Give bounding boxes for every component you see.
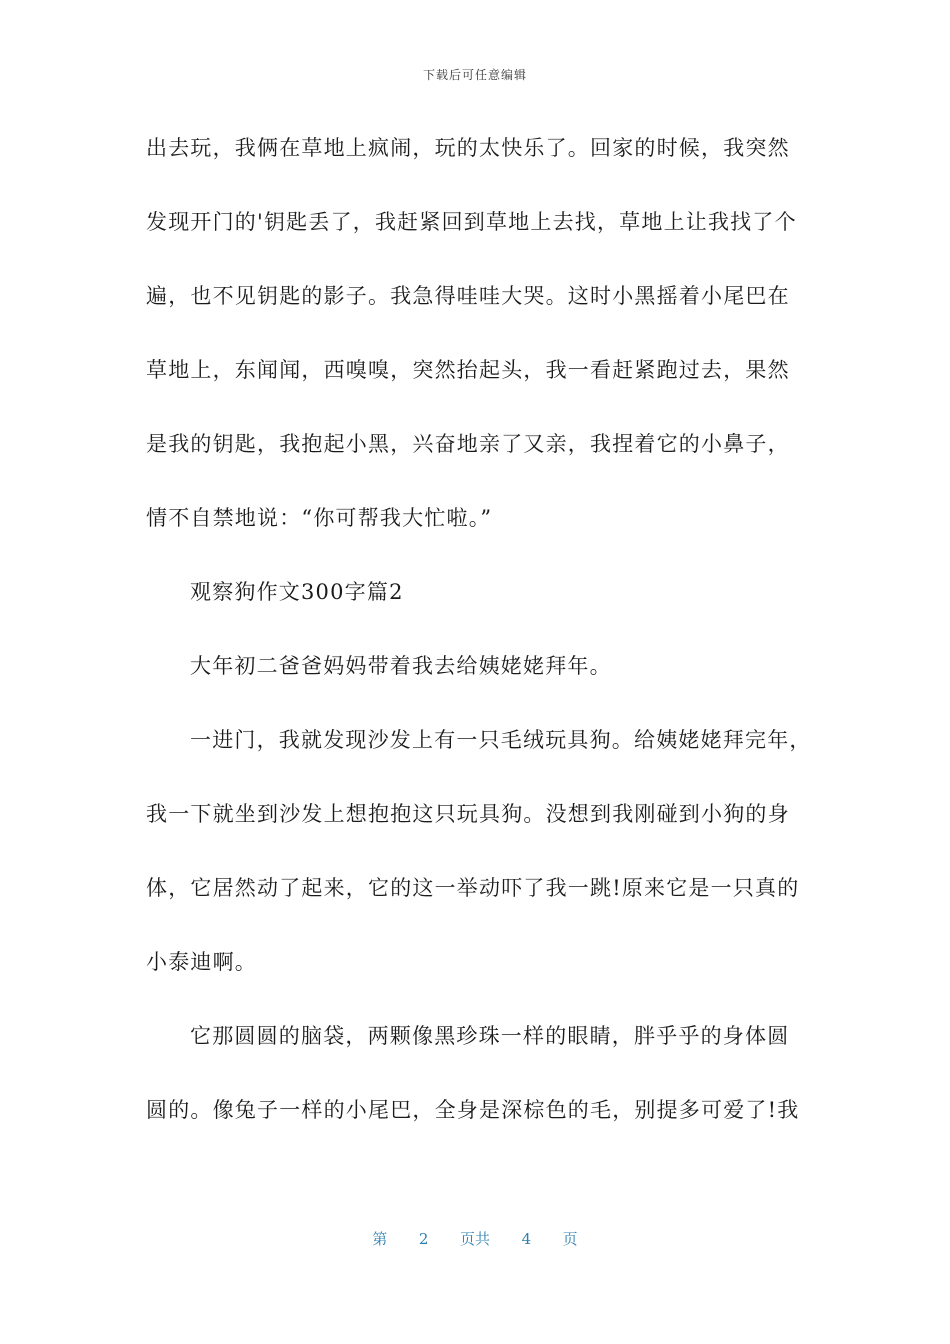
text-line-13: 它那圆圆的脑袋，两颗像黑珍珠一样的眼睛，胖乎乎的身体圆	[190, 1024, 790, 1048]
text-line-3: 遍，也不见钥匙的影子。我急得哇哇大哭。这时小黑摇着小尾巴在	[146, 284, 790, 308]
text-line-14: 圆的。像兔子一样的小尾巴，全身是深棕色的毛，别提多可爱了!我	[146, 1098, 800, 1122]
total-pages-number: 4	[521, 1230, 532, 1248]
page-header: 下载后可任意编辑	[422, 68, 527, 82]
text-line-8: 大年初二爸爸妈妈带着我去给姨姥姥拜年。	[190, 654, 612, 678]
page-middle: 页共	[459, 1230, 490, 1248]
text-line-9: 一进门，我就发现沙发上有一只毛绒玩具狗。给姨姥姥拜完年，	[190, 728, 812, 752]
page-prefix: 第	[372, 1230, 388, 1248]
text-line-10: 我一下就坐到沙发上想抱抱这只玩具狗。没想到我刚碰到小狗的身	[146, 802, 790, 826]
text-line-4: 草地上，东闻闻，西嗅嗅，突然抬起头，我一看赶紧跑过去，果然	[146, 358, 790, 382]
page-footer	[0, 1228, 950, 1249]
text-line-11: 体，它居然动了起来，它的这一举动吓了我一跳!原来它是一只真的	[146, 876, 800, 900]
page-suffix: 页	[562, 1230, 578, 1248]
text-line-5: 是我的钥匙，我抱起小黑，兴奋地亲了又亲，我捏着它的小鼻子，	[146, 432, 790, 456]
current-page-number: 2	[418, 1230, 429, 1248]
text-line-1: 出去玩，我俩在草地上疯闹，玩的太快乐了。回家的时候，我突然	[146, 136, 790, 160]
section-heading: 观察狗作文300字篇2	[190, 580, 404, 604]
text-line-6: 情不自禁地说：“你可帮我大忙啦。”	[146, 506, 493, 530]
text-line-2: 发现开门的'钥匙丢了，我赶紧回到草地上去找，草地上让我找了个	[146, 210, 797, 234]
text-line-12: 小泰迪啊。	[146, 950, 257, 974]
document-body	[146, 126, 812, 1162]
